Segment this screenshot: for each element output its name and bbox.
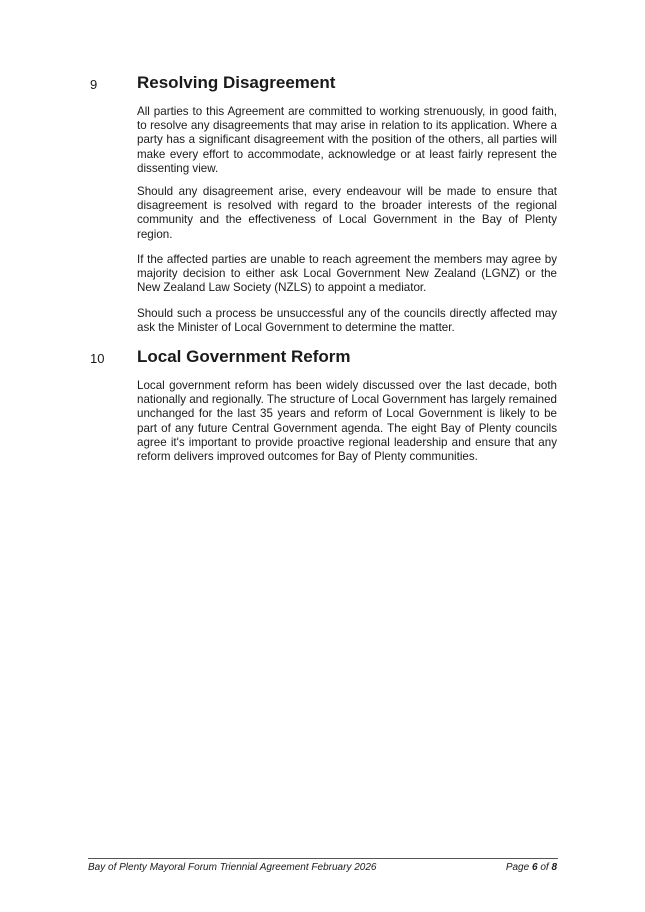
section-number: 9 xyxy=(90,77,98,92)
paragraph: Should such a process be unsuccessful any of the councils directly affected may ask the Minister of Local Government to determine the matter. xyxy=(137,307,557,335)
page-of: of xyxy=(540,862,549,873)
section-heading: Resolving Disagreement xyxy=(137,73,336,92)
paragraph: If the affected parties are unable to reach agreement the members may agree by majority decision to either ask Local Government New Zealand (LGNZ) or the New Zealand Law Society (NZLS) to appoint a mediator. xyxy=(137,253,557,295)
footer-divider xyxy=(88,858,558,859)
page-label: Page xyxy=(505,862,530,873)
section-heading: Local Government Reform xyxy=(137,347,351,366)
paragraph: Should any disagreement arise, every endeavour will be made to ensure that disagreement is resolved with regard to the broader interests of the regional community and the effectiveness of Local Government in the Bay of Plenty region. xyxy=(137,185,557,241)
paragraph: Local government reform has been widely discussed over the last decade, both nationally and regionally. The structure of Local Government has largely remained unchanged for the last 35 years and reform of Local Government is likely to be part of any future Central Government agenda. The eight Bay of Plenty councils agree it's important to provide proactive regional leadership and ensure that any reform delivers improved outcomes for Bay of Plenty communities. xyxy=(137,379,557,464)
paragraph: All parties to this Agreement are committed to working strenuously, in good faith, to resolve any disagreements that may arise in relation to its application. Where a party has a significant disagreement with the position of the others, all parties will make every effort to accommodate, acknowledge or at least fairly represent the dissenting view. xyxy=(137,105,557,175)
page-number: 6 xyxy=(531,862,538,873)
page-indicator xyxy=(506,862,557,873)
section-number: 10 xyxy=(90,351,105,366)
footer-document-title: Bay of Plenty Mayoral Forum Triennial Agreement February 2026 xyxy=(88,862,377,873)
page-total: 8 xyxy=(551,862,557,873)
